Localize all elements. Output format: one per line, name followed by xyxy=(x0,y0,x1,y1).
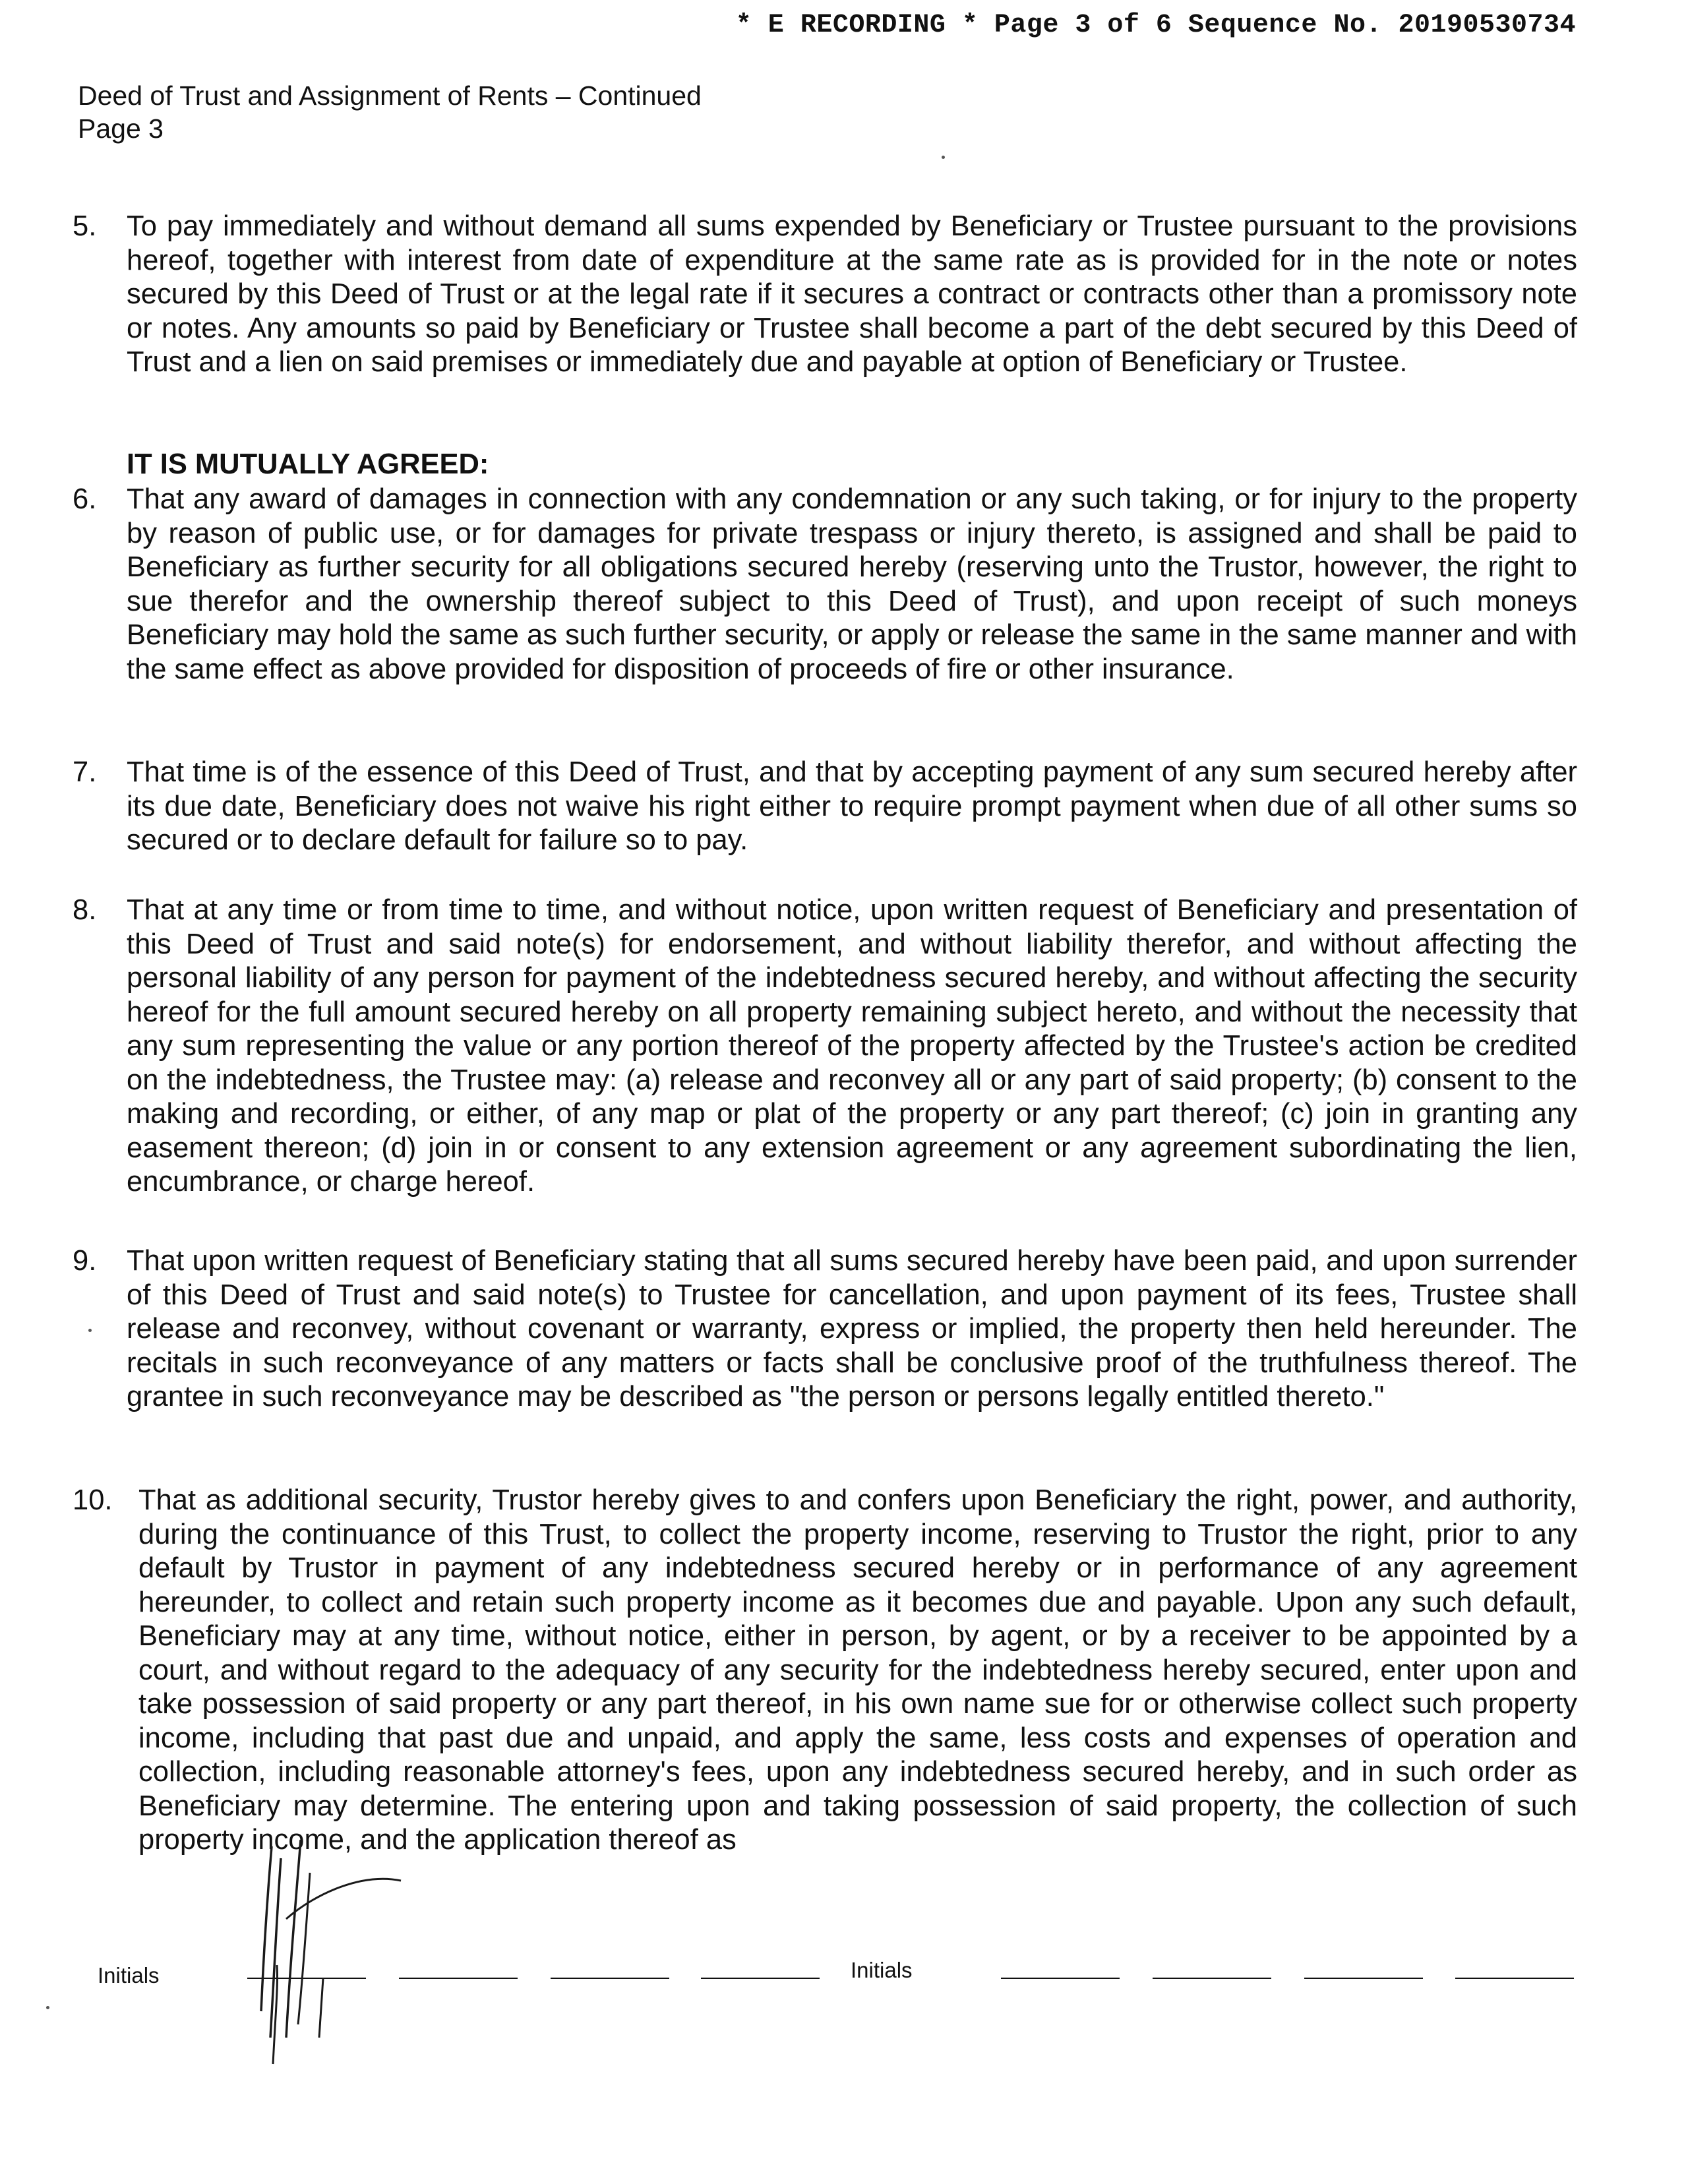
initials-line[interactable] xyxy=(1153,1978,1271,1979)
initials-line[interactable] xyxy=(551,1978,669,1979)
section-text: To pay immediately and without demand all sums expended by Beneficiary or Trustee pursuant to the provisions hereof, together with interest from date of expenditure at the same rate as is provided for in the note or notes secured by this Deed of Trust or at the legal rate if it secures a contract or contracts other than a promissory note or notes. Any amounts so paid by Beneficiary or Trustee shall become a part of the debt secured by this Deed of Trust and a lien on said premises or immediately due and payable at option of Beneficiary or Trustee. xyxy=(127,210,1577,378)
initials-label-left: Initials xyxy=(98,1963,160,1987)
section-8 xyxy=(73,894,1577,1199)
document-header xyxy=(78,79,702,145)
page-label: Page 3 xyxy=(78,113,164,144)
section-6 xyxy=(73,483,1577,686)
section-text: That upon written request of Beneficiary stating that all sums secured hereby have been paid, and upon surrender of this Deed of Trust and said note(s) to Trustee for cancellation, and upon payment of its fees, Trustee shall release and reconvey, without covenant or warranty, express or implied, the property then held hereunder. The recitals in such reconveyance of any matters or facts shall be conclusive proof of the truthfulness thereof. The grantee in such reconveyance may be described as "the person or persons legally entitled thereto." xyxy=(127,1245,1577,1412)
section-number: 8. xyxy=(73,894,97,926)
section-number: 5. xyxy=(73,210,97,242)
section-number: 7. xyxy=(73,756,97,788)
initials-line[interactable] xyxy=(1304,1978,1423,1979)
initials-line[interactable] xyxy=(399,1978,518,1979)
section-10 xyxy=(73,1484,1577,1858)
scan-speck xyxy=(942,156,945,159)
initials-line[interactable] xyxy=(701,1978,820,1979)
section-5 xyxy=(73,210,1577,380)
section-7 xyxy=(73,756,1577,858)
scan-speck xyxy=(88,1329,92,1332)
section-text: That any award of damages in connection with any condemnation or any such taking, or for injury to the property by reason of public use, or for damages for private trespass or injury thereto, is assigned and shall be paid to Beneficiary as further security for all obligations secured hereby (reserving unto the Trustor, however, the right to sue therefor and the ownership thereof subject to this Deed of Trust), and upon receipt of such moneys Beneficiary may hold the same as such further security, or apply or release the same in the same manner and with the same effect as above provided for disposition of proceeds of fire or other insurance. xyxy=(127,483,1577,685)
initials-line[interactable] xyxy=(1001,1978,1120,1979)
section-text: That time is of the essence of this Deed of Trust, and that by accepting payment of any sum secured hereby after its due date, Beneficiary does not waive his right either to require prompt payment when due of all other sums so secured or to declare default for failure so to pay. xyxy=(127,756,1577,856)
section-number: 9. xyxy=(73,1245,97,1277)
document-title: Deed of Trust and Assignment of Rents – Continued xyxy=(78,80,702,111)
section-9 xyxy=(73,1244,1577,1414)
section-number: 10. xyxy=(73,1484,113,1516)
mutually-agreed-heading: IT IS MUTUALLY AGREED: xyxy=(127,448,489,480)
scan-speck xyxy=(46,2006,49,2009)
section-number: 6. xyxy=(73,483,97,515)
initials-label-right: Initials xyxy=(851,1958,913,1982)
recording-header: * E RECORDING * Page 3 of 6 Sequence No. 20190530734 xyxy=(735,11,1576,40)
section-text: That at any time or from time to time, and without notice, upon written request of Beneficiary and presentation of this Deed of Trust and said note(s) for endorsement, and without liability therefor, and without affecting the personal liability of any person for payment of the indebtedness secured hereby, and without affecting the security hereof for the full amount secured hereby on all property remaining subject hereto, and without the necessity that any sum representing the value or any portion thereof of the property affected by the Trustee's action be credited on the indebtedness, the Trustee may: (a) release and reconvey all or any part of said property; (b) consent to the making and recording, or either, of any map or plat of the property or any part thereof; (c) join in granting any easement thereon; (d) join in or consent to any extension agreement or any agreement subordinating the lien, encumbrance, or charge hereof. xyxy=(127,894,1577,1198)
initials-line[interactable] xyxy=(1455,1978,1574,1979)
section-text: That as additional security, Trustor hereby gives to and confers upon Beneficiary the right, power, and authority, during the continuance of this Trust, to collect the property income, reserving to Trustor the right, prior to any default by Trustor in payment of any indebtedness secured hereby or in performance of any agreement hereunder, to collect and retain such property income as it becomes due and payable. Upon any such default, Beneficiary may at any time, without notice, either in person, by agent, or by a receiver to be appointed by a court, and without regard to the adequacy of any security for the indebtedness hereby secured, enter upon and take possession of said property or any part thereof, in his own name sue for or otherwise collect such property income, including that past due and unpaid, and apply the same, less costs and expenses of operation and collection, including reasonable attorney's fees, upon any indebtedness secured hereby, and in such order as Beneficiary may determine. The entering upon and taking possession of said property, the collection of such property income, and the application thereof as xyxy=(138,1484,1577,1856)
handwritten-initials-signature xyxy=(237,1820,409,2071)
